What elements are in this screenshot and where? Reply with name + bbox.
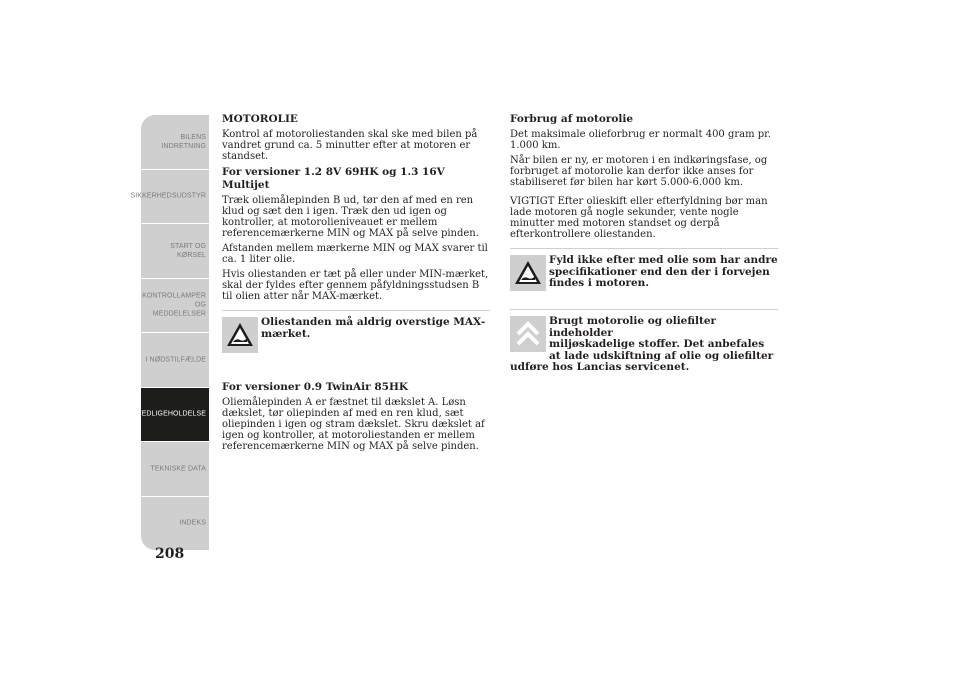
subheading-versions-2: For versioner 0.9 TwinAir 85HK	[222, 381, 409, 393]
tab-label: TEKNISKE DATA	[150, 465, 206, 473]
environment-note	[510, 309, 778, 374]
env-text-line: udføre hos Lancias servicenet.	[510, 361, 690, 373]
warning-box	[222, 310, 490, 361]
env-text-line: miljøskadelige stoffer. Det anbefales	[549, 338, 765, 350]
tab-kontrollamper[interactable]	[141, 278, 210, 333]
sidebar-tabs	[130, 115, 210, 550]
recycle-arrows-icon	[510, 316, 546, 352]
section-title: MOTOROLIE	[222, 113, 298, 125]
tab-label: KONTROLLAMPER OG MEDDELELSER	[142, 292, 206, 318]
subheading-versions-1: For versioner 1.2 8V 69HK og 1.3 16V Multijet	[222, 166, 445, 191]
env-text-line: at lade udskiftning af olie og oliefilter	[549, 349, 774, 362]
paragraph-important: VIGTIGT Efter olieskift eller efterfyldning bør man lade motoren gå nogle sekunder, vente nogle minutter med motoren standset og derpå efterkontrollere oliestanden.	[510, 196, 768, 240]
left-column	[222, 113, 490, 456]
paragraph: Det maksimale olieforbrug er normalt 400 gram pr. 1.000 km.	[510, 129, 772, 151]
tab-vedligeholdelse[interactable]	[136, 387, 210, 442]
tab-sikkerhedsudstyr[interactable]	[130, 169, 210, 224]
warning-text: Fyld ikke efter med olie som har andre specifikationer end den der i forvejen findes i motoren.	[549, 254, 778, 289]
paragraph: Afstanden mellem mærkerne MIN og MAX svarer til ca. 1 liter olie.	[222, 243, 488, 265]
paragraph: Hvis oliestanden er tæt på eller under MIN-mærket, skal der fyldes efter gennem påfyldningsstudsen B til olien atter når MAX-mærket.	[222, 269, 489, 302]
tab-label: INDEKS	[179, 519, 206, 527]
warning-box	[510, 248, 778, 299]
tab-tekniske-data[interactable]	[141, 441, 210, 496]
tab-label: I NØDSTILFÆLDE	[145, 356, 206, 364]
tab-label: START OG KØRSEL	[170, 242, 206, 259]
page-number: 208	[155, 546, 185, 562]
tab-start-og-korsel[interactable]	[141, 223, 210, 278]
warning-icon	[510, 255, 546, 291]
right-column	[510, 113, 778, 380]
tab-label: VEDLIGEHOLDELSE	[136, 410, 206, 418]
paragraph: Træk oliemålepinden B ud, tør den af med en ren klud og sæt den i igen. Træk den ud igen og kontroller, at motorolieniveauet er mellem referencemærkerne MIN og MAX på selve pinden.	[222, 195, 479, 239]
tab-i-nodstilfaelde[interactable]	[141, 332, 210, 387]
warning-text: Oliestanden må aldrig overstige MAX-mærket.	[261, 316, 486, 340]
tab-label: BILENS INDRETNING	[161, 133, 206, 150]
section-title: Forbrug af motorolie	[510, 113, 634, 125]
intro-text: Kontrol af motoroliestanden skal ske med bilen på vandret grund ca. 5 minutter efter at motoren er standset.	[222, 129, 478, 162]
tab-bilens-indretning[interactable]	[141, 115, 210, 169]
env-text-line: Brugt motorolie og oliefilter indeholder	[549, 315, 717, 339]
tab-label: SIKKERHEDSUDSTYR	[130, 192, 206, 200]
warning-icon	[222, 317, 258, 353]
paragraph: Oliemålepinden A er fæstnet til dækslet A. Løsn dækslet, tør oliepinden af med en ren klud, sæt oliepinden i igen og stram dækslet. Skru dækslet af igen og kontroller, at motoroliestanden er mellem referencemærkerne MIN og MAX på selve pinden.	[222, 397, 485, 452]
tab-indeks[interactable]	[141, 496, 210, 551]
paragraph: Når bilen er ny, er motoren i en indkøringsfase, og forbruget af motorolie kan derfor ikke anses for stabiliseret før bilen har kørt 5.000-6.000 km.	[510, 155, 768, 188]
